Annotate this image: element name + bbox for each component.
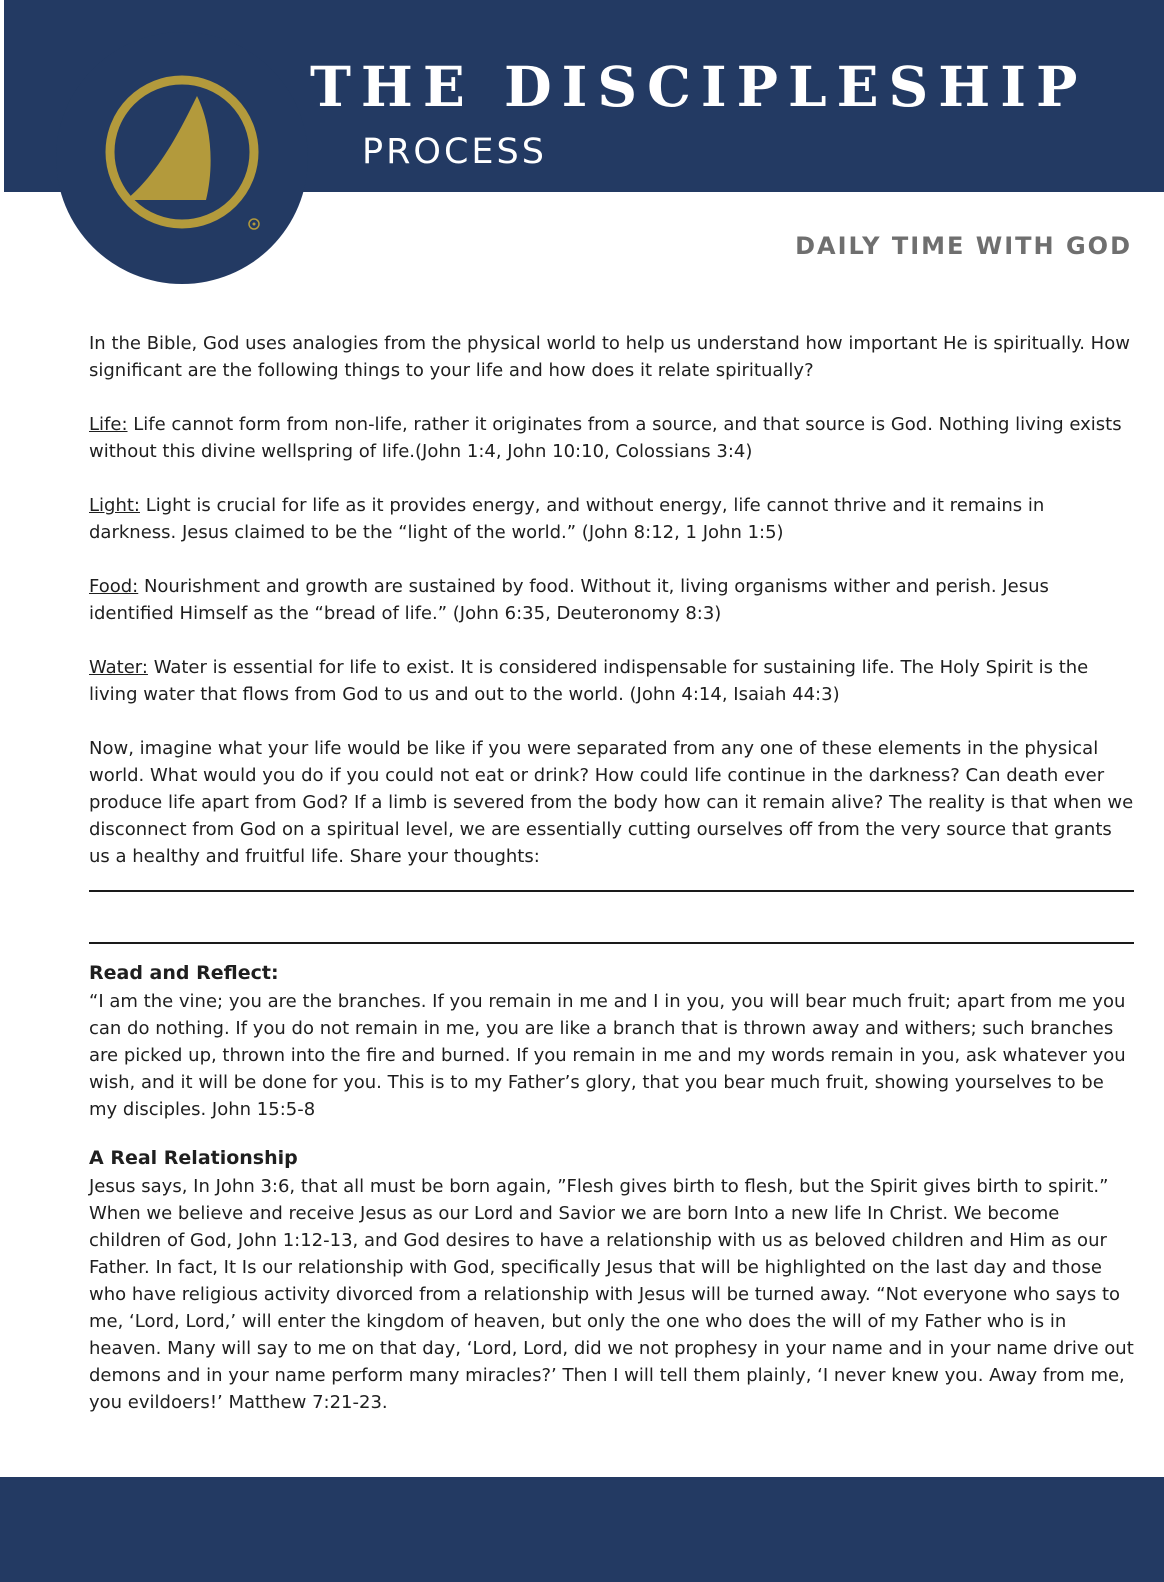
intro-paragraph: In the Bible, God uses analogies from the physical world to help us understand how important He is spiritually. How significant are the following things to your life and how does it relate spiritually? bbox=[89, 333, 1130, 381]
reflection-prompt: Now, imagine what your life would be like if you were separated from any one of these elements in the physical world. What would you do if you could not eat or drink? How could life continue in the darkness? Can death ever produce life apart from God? If a limb is severed from the body how can it remain alive? The reality is that when we disconnect from God on a spiritual level, we are essentially cutting ourselves off from the very source that grants us a healthy and fruitful life. Share your thoughts: bbox=[89, 738, 1134, 867]
item-light bbox=[89, 492, 1134, 546]
page-subtitle: PROCESS bbox=[362, 132, 547, 172]
term-life: Life: bbox=[89, 414, 128, 435]
read-reflect-text: “I am the vine; you are the branches. If you remain in me and I in you, you will bear much fruit; apart from me you can do nothing. If you do not remain in me, you are like a branch that is thrown away and withers; such branches are picked up, thrown into the fire and burned. If you remain in me and my words remain in you, ask whatever you wish, and it will be done for you. This is to my Father’s glory, that you bear much fruit, showing yourselves to be my disciples. John 15:5-8 bbox=[89, 991, 1126, 1120]
sailboat-logo-icon bbox=[102, 72, 266, 236]
footer-band bbox=[0, 1477, 1164, 1582]
item-light-text: Light is crucial for life as it provides energy, and without energy, life cannot thrive and it remains in darkness. Jesus claimed to be the “light of the world.” (John 8:12, 1 John 1:5) bbox=[89, 495, 1045, 543]
term-water: Water: bbox=[89, 657, 148, 678]
term-light: Light: bbox=[89, 495, 140, 516]
answer-line-1[interactable] bbox=[89, 890, 1134, 892]
item-water bbox=[89, 654, 1134, 708]
page-title: THE DISCIPLESHIP bbox=[310, 54, 1088, 119]
answer-line-2[interactable] bbox=[89, 942, 1134, 944]
section-heading: DAILY TIME WITH GOD bbox=[795, 232, 1132, 260]
item-food-text: Nourishment and growth are sustained by food. Without it, living organisms wither and perish. Jesus identified Himself as the “bread of life.” (John 6:35, Deuteronomy 8:3) bbox=[89, 576, 1049, 624]
read-reflect-heading: Read and Reflect: bbox=[89, 962, 279, 984]
item-food bbox=[89, 573, 1134, 627]
relationship-text: Jesus says, In John 3:6, that all must be born again, ”Flesh gives birth to flesh, but the Spirit gives birth to spirit.” When we believe and receive Jesus as our Lord and Savior we are born Into a new life In Christ. We become children of God, John 1:12-13, and God desires to have a relationship with us as beloved children and Him as our Father. In fact, It Is our relationship with God, specifically Jesus that will be highlighted on the last day and those who have religious activity divorced from a relationship with Jesus will be turned away. “Not everyone who says to me, ‘Lord, Lord,’ will enter the kingdom of heaven, but only the one who does the will of my Father who is in heaven. Many will say to me on that day, ‘Lord, Lord, did we not prophesy in your name and in your name drive out demons and in your name perform many miracles?’ Then I will tell them plainly, ‘I never knew you. Away from me, you evildoers!’ Matthew 7:21-23. bbox=[89, 1176, 1134, 1413]
term-food: Food: bbox=[89, 576, 139, 597]
item-life bbox=[89, 411, 1134, 465]
worksheet-body bbox=[89, 330, 1134, 1416]
item-life-text: Life cannot form from non-life, rather it originates from a source, and that source is God. Nothing living exists without this divine wellspring of life.(John 1:4, John 10:10, Colossians 3:4) bbox=[89, 414, 1122, 462]
item-water-text: Water is essential for life to exist. It is considered indispensable for sustaining life. The Holy Spirit is the living water that flows from God to us and out to the world. (John 4:14, Isaiah 44:3) bbox=[89, 657, 1089, 705]
relationship-heading: A Real Relationship bbox=[89, 1147, 298, 1169]
